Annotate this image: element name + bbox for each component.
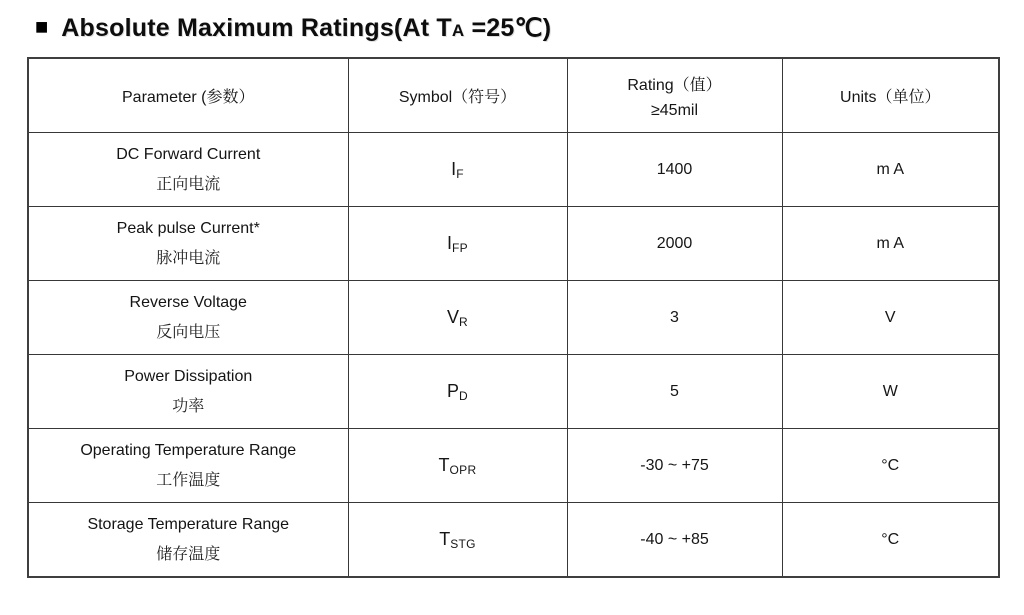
- rating-cell: [567, 281, 782, 355]
- symbol-letter: V: [447, 306, 460, 327]
- symbol-subscript: R: [459, 314, 468, 329]
- header-row: [28, 58, 999, 133]
- rating-value: -40 ~ +85: [640, 530, 709, 548]
- parameter-cell: [28, 207, 348, 281]
- parameter-cell: [28, 429, 348, 503]
- rating-value: 1400: [656, 160, 693, 178]
- symbol-subscript: STG: [450, 536, 476, 551]
- unit-value: m A: [876, 160, 905, 178]
- title-text-post: =25℃): [464, 14, 552, 42]
- parameter-chinese: 工作温度: [156, 471, 221, 489]
- table-row: [28, 429, 999, 503]
- unit-value: W: [882, 382, 898, 400]
- symbol-cell: [348, 281, 567, 355]
- title-text-pre: Absolute Maximum Ratings(At T: [61, 14, 452, 42]
- parameter-cell: [28, 133, 348, 207]
- symbol-subscript: FP: [452, 240, 468, 255]
- rating-header-line1: Rating（值）: [627, 76, 722, 94]
- parameter-english: Operating Temperature Range: [80, 441, 297, 459]
- units-cell: [782, 281, 999, 355]
- table-row: [28, 281, 999, 355]
- symbol-cell: [348, 503, 567, 578]
- symbol-cell: [348, 429, 567, 503]
- symbol-subscript: D: [459, 388, 468, 403]
- col-header-parameter: Parameter (参数）: [28, 58, 348, 133]
- parameter-english: Peak pulse Current*: [116, 219, 260, 237]
- parameter-chinese: 功率: [172, 397, 205, 415]
- rating-header-line2: ≥45mil: [650, 101, 698, 119]
- rating-value: -30 ~ +75: [640, 456, 709, 474]
- unit-value: m A: [876, 234, 905, 252]
- table-row: [28, 207, 999, 281]
- symbol-letter: T: [438, 454, 450, 475]
- units-cell: [782, 133, 999, 207]
- rating-value: 2000: [656, 234, 693, 252]
- symbol-letter: I: [451, 158, 457, 179]
- symbol-cell: [348, 133, 567, 207]
- table-row: [28, 503, 999, 578]
- rating-value: 5: [670, 382, 679, 400]
- parameter-english: DC Forward Current: [116, 145, 261, 163]
- parameter-english: Storage Temperature Range: [87, 515, 290, 533]
- symbol-letter: P: [447, 380, 460, 401]
- col-header-units: Units（单位）: [782, 58, 999, 133]
- symbol-letter: T: [439, 528, 451, 549]
- parameter-cell: [28, 281, 348, 355]
- ratings-table: [27, 57, 1000, 578]
- table-row: [28, 133, 999, 207]
- square-bullet-icon: ■: [35, 14, 49, 39]
- symbol-subscript: F: [456, 166, 464, 181]
- table-row: [28, 355, 999, 429]
- units-cell: [782, 429, 999, 503]
- rating-cell: [567, 429, 782, 503]
- parameter-cell: [28, 355, 348, 429]
- parameter-english: Power Dissipation: [124, 367, 253, 385]
- parameter-english: Reverse Voltage: [129, 293, 247, 311]
- rating-cell: [567, 207, 782, 281]
- unit-value: °C: [881, 456, 900, 474]
- parameter-chinese: 反向电压: [156, 323, 221, 341]
- unit-value: °C: [881, 530, 900, 548]
- unit-value: V: [884, 308, 896, 326]
- parameter-chinese: 脉冲电流: [156, 249, 221, 267]
- title-subscript: A: [451, 21, 465, 40]
- rating-cell: [567, 133, 782, 207]
- col-header-symbol: Symbol（符号）: [348, 58, 567, 133]
- symbol-letter: I: [447, 232, 453, 253]
- rating-cell: [567, 355, 782, 429]
- parameter-cell: [28, 503, 348, 578]
- symbol-subscript: OPR: [449, 462, 477, 477]
- rating-value: 3: [670, 308, 679, 326]
- col-header-rating: [567, 58, 782, 133]
- units-cell: [782, 503, 999, 578]
- symbol-cell: [348, 355, 567, 429]
- units-cell: [782, 207, 999, 281]
- parameter-chinese: 正向电流: [156, 175, 221, 193]
- parameter-chinese: 储存温度: [156, 545, 221, 563]
- symbol-cell: [348, 207, 567, 281]
- units-cell: [782, 355, 999, 429]
- section-title: [35, 13, 551, 43]
- page-title: [61, 13, 551, 43]
- rating-cell: [567, 503, 782, 578]
